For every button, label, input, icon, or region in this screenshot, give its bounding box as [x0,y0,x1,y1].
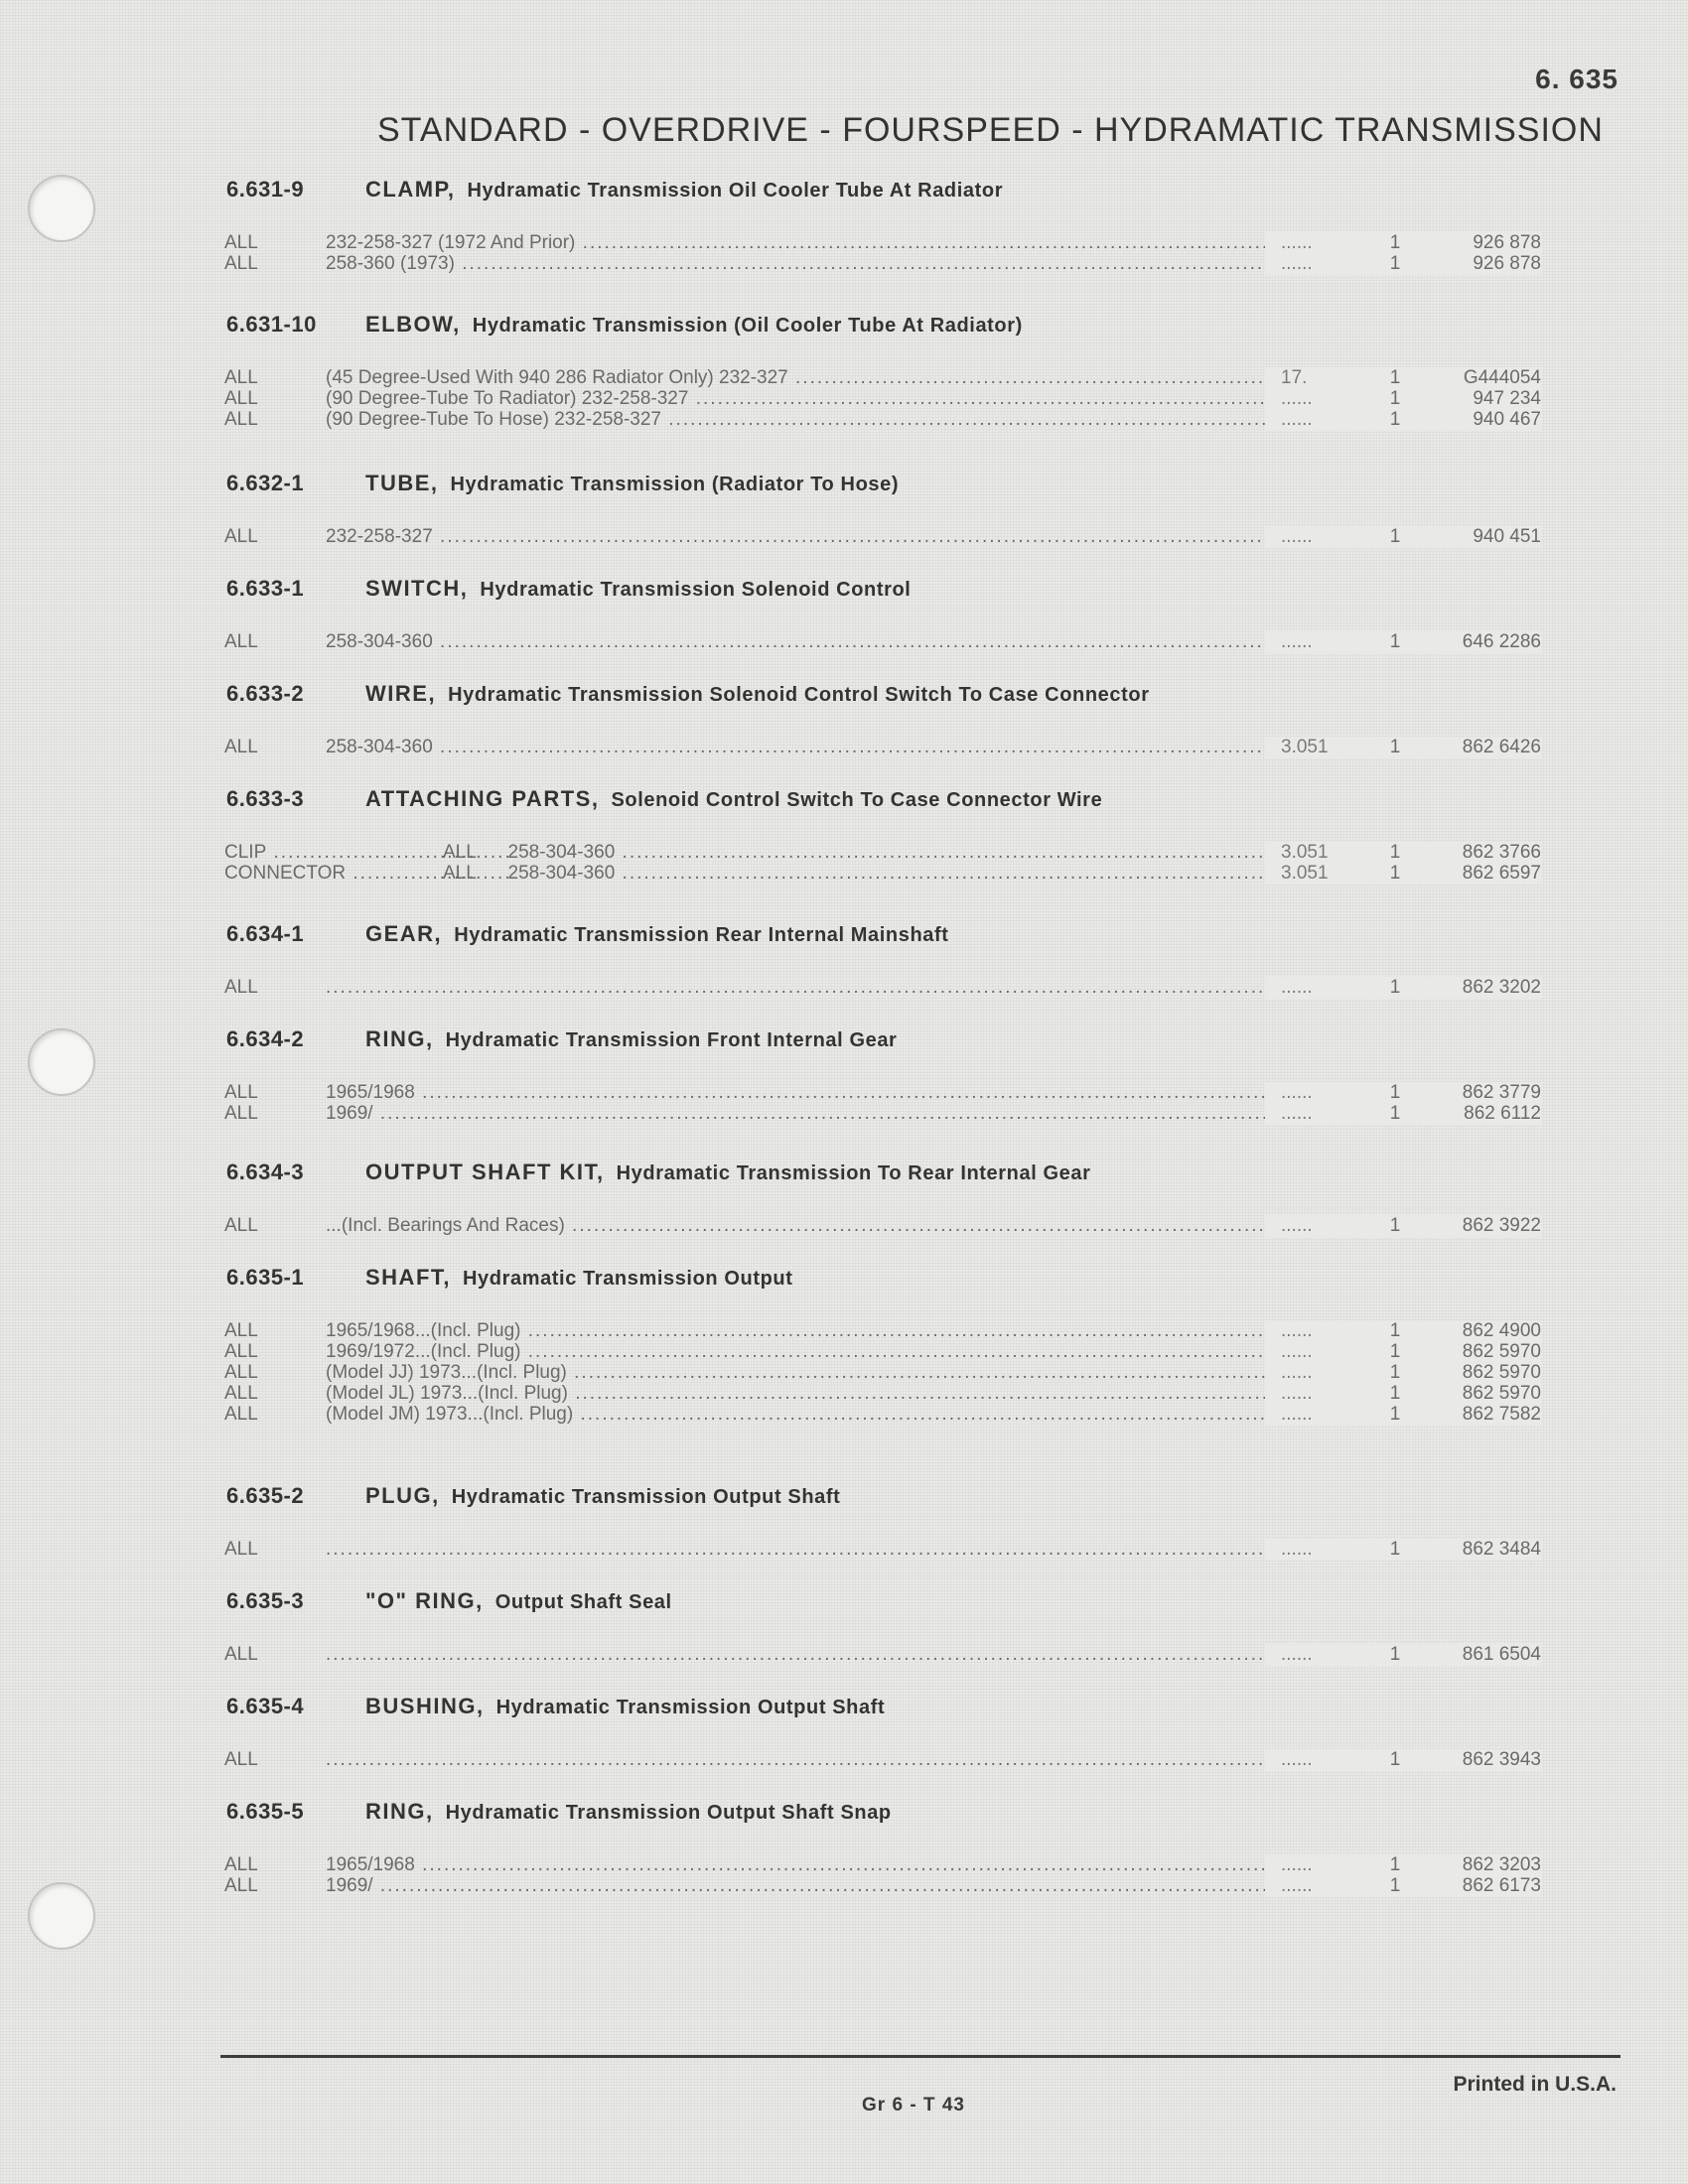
section-heading [226,1160,1091,1185]
description-cell: (Model JJ) 1973...(Incl. Plug) ..... [326,1362,1438,1384]
section-heading [226,921,949,947]
part-row [224,526,1541,550]
quantity-cell: 1 [1382,631,1408,653]
quantity-cell: 1 [1382,232,1408,254]
illustration-ref-cell: ...... [1265,526,1440,548]
part-number-cell: 862 6112 [1416,1103,1541,1125]
section-noun: PLUG, [365,1483,440,1508]
section-description: Hydramatic Transmission (Oil Cooler Tube At Radiator) [472,315,1023,337]
part-number-cell: 862 3922 [1416,1215,1541,1237]
section-noun: WIRE, [365,681,437,706]
section-description: Hydramatic Transmission Oil Cooler Tube At Radiator [467,180,1004,202]
section-noun: OUTPUT SHAFT KIT, [365,1160,605,1184]
description-cell: 1965/1968 ..... [326,1082,1438,1104]
quantity-cell: 1 [1382,863,1408,885]
illustration-ref-cell: 3.051 [1265,842,1440,864]
illustration-ref-cell: ...... [1265,1749,1440,1771]
binder-hole-top [28,175,95,242]
section-noun: RING, [365,1799,434,1824]
part-row [224,1215,1541,1239]
quantity-cell: 1 [1382,526,1408,548]
model-cell: ALL [224,631,258,652]
section-heading [226,1026,897,1052]
model-cell: ALL [224,1749,258,1770]
model-cell: CONNECTOR ..... [224,863,512,885]
part-number-cell: 862 3943 [1416,1749,1541,1771]
part-number-cell: 947 234 [1416,388,1541,410]
quantity-cell: 1 [1382,1854,1408,1876]
description-cell: 1965/1968...(Incl. Plug) ..... [326,1320,1438,1342]
illustration-ref-cell: ...... [1265,232,1440,254]
section-description: Hydramatic Transmission Solenoid Control Switch To Case Connector [448,684,1150,706]
description-cell: 232-258-327 (1972 And Prior) ..... [326,232,1438,254]
description-cell: (Model JM) 1973...(Incl. Plug) ..... [326,1404,1438,1426]
part-number-cell: G444054 [1416,367,1541,389]
model-cell: CLIP ..... [224,842,512,864]
page-title: STANDARD - OVERDRIVE - FOURSPEED - HYDRAMATIC TRANSMISSION [377,111,1604,149]
section-noun: ATTACHING PARTS, [365,786,600,811]
section-code: 6.631-9 [226,177,305,202]
model-cell: ALL [224,737,258,757]
section-heading [226,786,1102,812]
illustration-ref-cell: ...... [1265,1644,1440,1666]
section-description: Hydramatic Transmission Output [463,1268,793,1290]
quantity-cell: 1 [1382,1362,1408,1384]
quantity-cell: 1 [1382,737,1408,758]
model-cell: ALL [224,409,258,430]
section-heading [226,177,1003,203]
description-cell: 258-304-360 ..... [326,631,1438,653]
quantity-cell: 1 [1382,1103,1408,1125]
description-cell: 258-304-360 ..... [326,737,1438,758]
description-cell: (Model JL) 1973...(Incl. Plug) ..... [326,1383,1438,1405]
description-cell: 258-360 (1973) ..... [326,253,1438,275]
quantity-cell: 1 [1382,1749,1408,1771]
quantity-cell: 1 [1382,1539,1408,1561]
part-number-cell: 862 6426 [1416,737,1541,758]
section-noun: ELBOW, [365,312,461,337]
model-cell: ALL [224,367,258,388]
section-noun: BUSHING, [365,1694,485,1718]
section-heading [226,1588,672,1614]
section-code: 6.634-3 [226,1160,305,1184]
illustration-ref-cell: ...... [1265,1404,1440,1426]
section-code: 6.634-1 [226,921,305,946]
quantity-cell: 1 [1382,367,1408,389]
model-cell: ALL [224,1854,258,1875]
model-applicability: ALL [443,842,477,863]
part-number-cell: 926 878 [1416,232,1541,254]
model-cell: ALL [224,1103,258,1124]
illustration-ref-cell: ...... [1265,409,1440,431]
model-applicability: ALL [443,863,477,884]
section-code: 6.632-1 [226,471,305,495]
part-row [224,409,1541,433]
model-cell: ALL [224,1362,258,1383]
description-cell: (45 Degree-Used With 940 286 Radiator Only) 232-327 ..... [326,367,1438,389]
model-cell: ALL [224,1341,258,1362]
printed-in-label: Printed in U.S.A. [1453,2073,1617,2096]
section-code: 6.633-2 [226,681,305,706]
model-cell: ALL [224,1082,258,1103]
illustration-ref-cell: ...... [1265,631,1440,653]
section-heading [226,681,1150,707]
model-cell: ALL [224,1320,258,1341]
model-cell: ALL [224,1404,258,1425]
section-heading [226,1265,793,1291]
section-code: 6.635-5 [226,1799,305,1824]
section-description: Hydramatic Transmission Output Shaft [451,1486,841,1508]
group-reference: Gr 6 - T 43 [862,2095,965,2116]
illustration-ref-cell: ...... [1265,1103,1440,1125]
part-row [224,737,1541,760]
model-cell: ALL [224,1383,258,1404]
part-row [224,631,1541,655]
section-code: 6.635-4 [226,1694,305,1718]
part-number-cell: 862 3484 [1416,1539,1541,1561]
part-row [224,1404,1541,1428]
illustration-ref-cell: ...... [1265,1215,1440,1237]
quantity-cell: 1 [1382,1404,1408,1426]
section-noun: "O" RING, [365,1588,484,1613]
part-number-cell: 646 2286 [1416,631,1541,653]
section-description: Hydramatic Transmission Solenoid Control [480,579,912,601]
section-code: 6.635-1 [226,1265,305,1290]
quantity-cell: 1 [1382,1320,1408,1342]
section-heading [226,1483,840,1509]
illustration-ref-cell: 17. [1265,367,1440,389]
part-row [224,1749,1541,1773]
part-row [224,977,1541,1001]
part-number-cell: 862 3766 [1416,842,1541,864]
section-heading [226,471,899,496]
page-number: 6. 635 [1535,64,1618,94]
binder-hole-middle [28,1028,95,1096]
part-number-cell: 861 6504 [1416,1644,1541,1666]
quantity-cell: 1 [1382,1875,1408,1897]
section-code: 6.633-3 [226,786,305,811]
section-heading [226,1799,892,1825]
illustration-ref-cell: ...... [1265,1341,1440,1363]
part-number-cell: 862 6597 [1416,863,1541,885]
model-cell: ALL [224,1539,258,1560]
part-number-cell: 862 7582 [1416,1404,1541,1426]
quantity-cell: 1 [1382,842,1408,864]
section-code: 6.633-1 [226,576,305,601]
part-number-cell: 862 3779 [1416,1082,1541,1104]
illustration-ref-cell: ...... [1265,1082,1440,1104]
part-row [224,1103,1541,1127]
description-text: 258-304-360 [507,842,616,863]
description-cell: 1965/1968 ..... [326,1854,1438,1876]
part-number-cell: 926 878 [1416,253,1541,275]
section-code: 6.634-2 [226,1026,305,1051]
description-cell: 1969/1972...(Incl. Plug) ..... [326,1341,1438,1363]
section-description: Hydramatic Transmission Output Shaft [495,1697,886,1718]
part-row [224,1644,1541,1668]
part-row [224,1875,1541,1899]
quantity-cell: 1 [1382,253,1408,275]
section-noun: SHAFT, [365,1265,451,1290]
footer-rule [220,2055,1620,2058]
model-cell: ALL [224,1644,258,1665]
part-number-cell: 940 467 [1416,409,1541,431]
model-cell: ALL [224,388,258,409]
model-cell: ALL [224,977,258,998]
description-cell: ...(Incl. Bearings And Races) ..... [326,1215,1438,1237]
description-text: 258-304-360 [507,863,616,884]
description-cell: (90 Degree-Tube To Hose) 232-258-327 ..... [326,409,1438,431]
quantity-cell: 1 [1382,1082,1408,1104]
quantity-cell: 1 [1382,1341,1408,1363]
description-cell: 1969/ ..... [326,1875,1438,1897]
quantity-cell: 1 [1382,1383,1408,1405]
part-number-cell: 940 451 [1416,526,1541,548]
part-number-cell: 862 5970 [1416,1362,1541,1384]
section-heading [226,312,1023,338]
section-noun: GEAR, [365,921,443,946]
quantity-cell: 1 [1382,1215,1408,1237]
part-row [224,863,1541,887]
part-row [224,253,1541,277]
section-heading [226,576,911,602]
part-number-cell: 862 3203 [1416,1854,1541,1876]
part-number-cell: 862 5970 [1416,1383,1541,1405]
illustration-ref-cell: ...... [1265,1383,1440,1405]
model-cell: ALL [224,1875,258,1896]
illustration-ref-cell: ...... [1265,1539,1440,1561]
illustration-ref-cell: ...... [1265,253,1440,275]
model-cell: ALL [224,526,258,547]
model-cell: ALL [224,253,258,274]
section-noun: CLAMP, [365,177,456,202]
illustration-ref-cell: ...... [1265,1854,1440,1876]
illustration-ref-cell: 3.051 [1265,863,1440,885]
illustration-ref-cell: ...... [1265,1320,1440,1342]
part-number-cell: 862 4900 [1416,1320,1541,1342]
illustration-ref-cell: ...... [1265,1362,1440,1384]
quantity-cell: 1 [1382,1644,1408,1666]
section-description: Hydramatic Transmission To Rear Internal Gear [616,1162,1091,1184]
model-cell: ALL [224,232,258,253]
quantity-cell: 1 [1382,977,1408,999]
section-heading [226,1694,885,1719]
part-number-cell: 862 5970 [1416,1341,1541,1363]
section-description: Output Shaft Seal [494,1591,672,1613]
model-cell: ALL [224,1215,258,1236]
illustration-ref-cell: ...... [1265,388,1440,410]
quantity-cell: 1 [1382,409,1408,431]
section-description: Hydramatic Transmission Output Shaft Snap [445,1802,892,1824]
binder-hole-bottom [28,1882,95,1950]
quantity-cell: 1 [1382,388,1408,410]
description-cell: 1969/ ..... [326,1103,1438,1125]
section-code: 6.631-10 [226,312,317,337]
part-number-cell: 862 6173 [1416,1875,1541,1897]
section-noun: RING, [365,1026,434,1051]
illustration-ref-cell: ...... [1265,1875,1440,1897]
illustration-ref-cell: 3.051 [1265,737,1440,758]
section-code: 6.635-3 [226,1588,305,1613]
illustration-ref-cell: ...... [1265,977,1440,999]
description-cell: (90 Degree-Tube To Radiator) 232-258-327 ..... [326,388,1438,410]
part-row [224,1539,1541,1563]
section-description: Hydramatic Transmission Rear Internal Mainshaft [454,924,949,946]
section-description: Solenoid Control Switch To Case Connector Wire [611,789,1103,811]
section-noun: TUBE, [365,471,439,495]
section-description: Hydramatic Transmission Front Internal Gear [445,1029,898,1051]
section-code: 6.635-2 [226,1483,305,1508]
description-cell: 232-258-327 ..... [326,526,1438,548]
section-description: Hydramatic Transmission (Radiator To Hose) [450,474,900,495]
part-number-cell: 862 3202 [1416,977,1541,999]
section-noun: SWITCH, [365,576,469,601]
